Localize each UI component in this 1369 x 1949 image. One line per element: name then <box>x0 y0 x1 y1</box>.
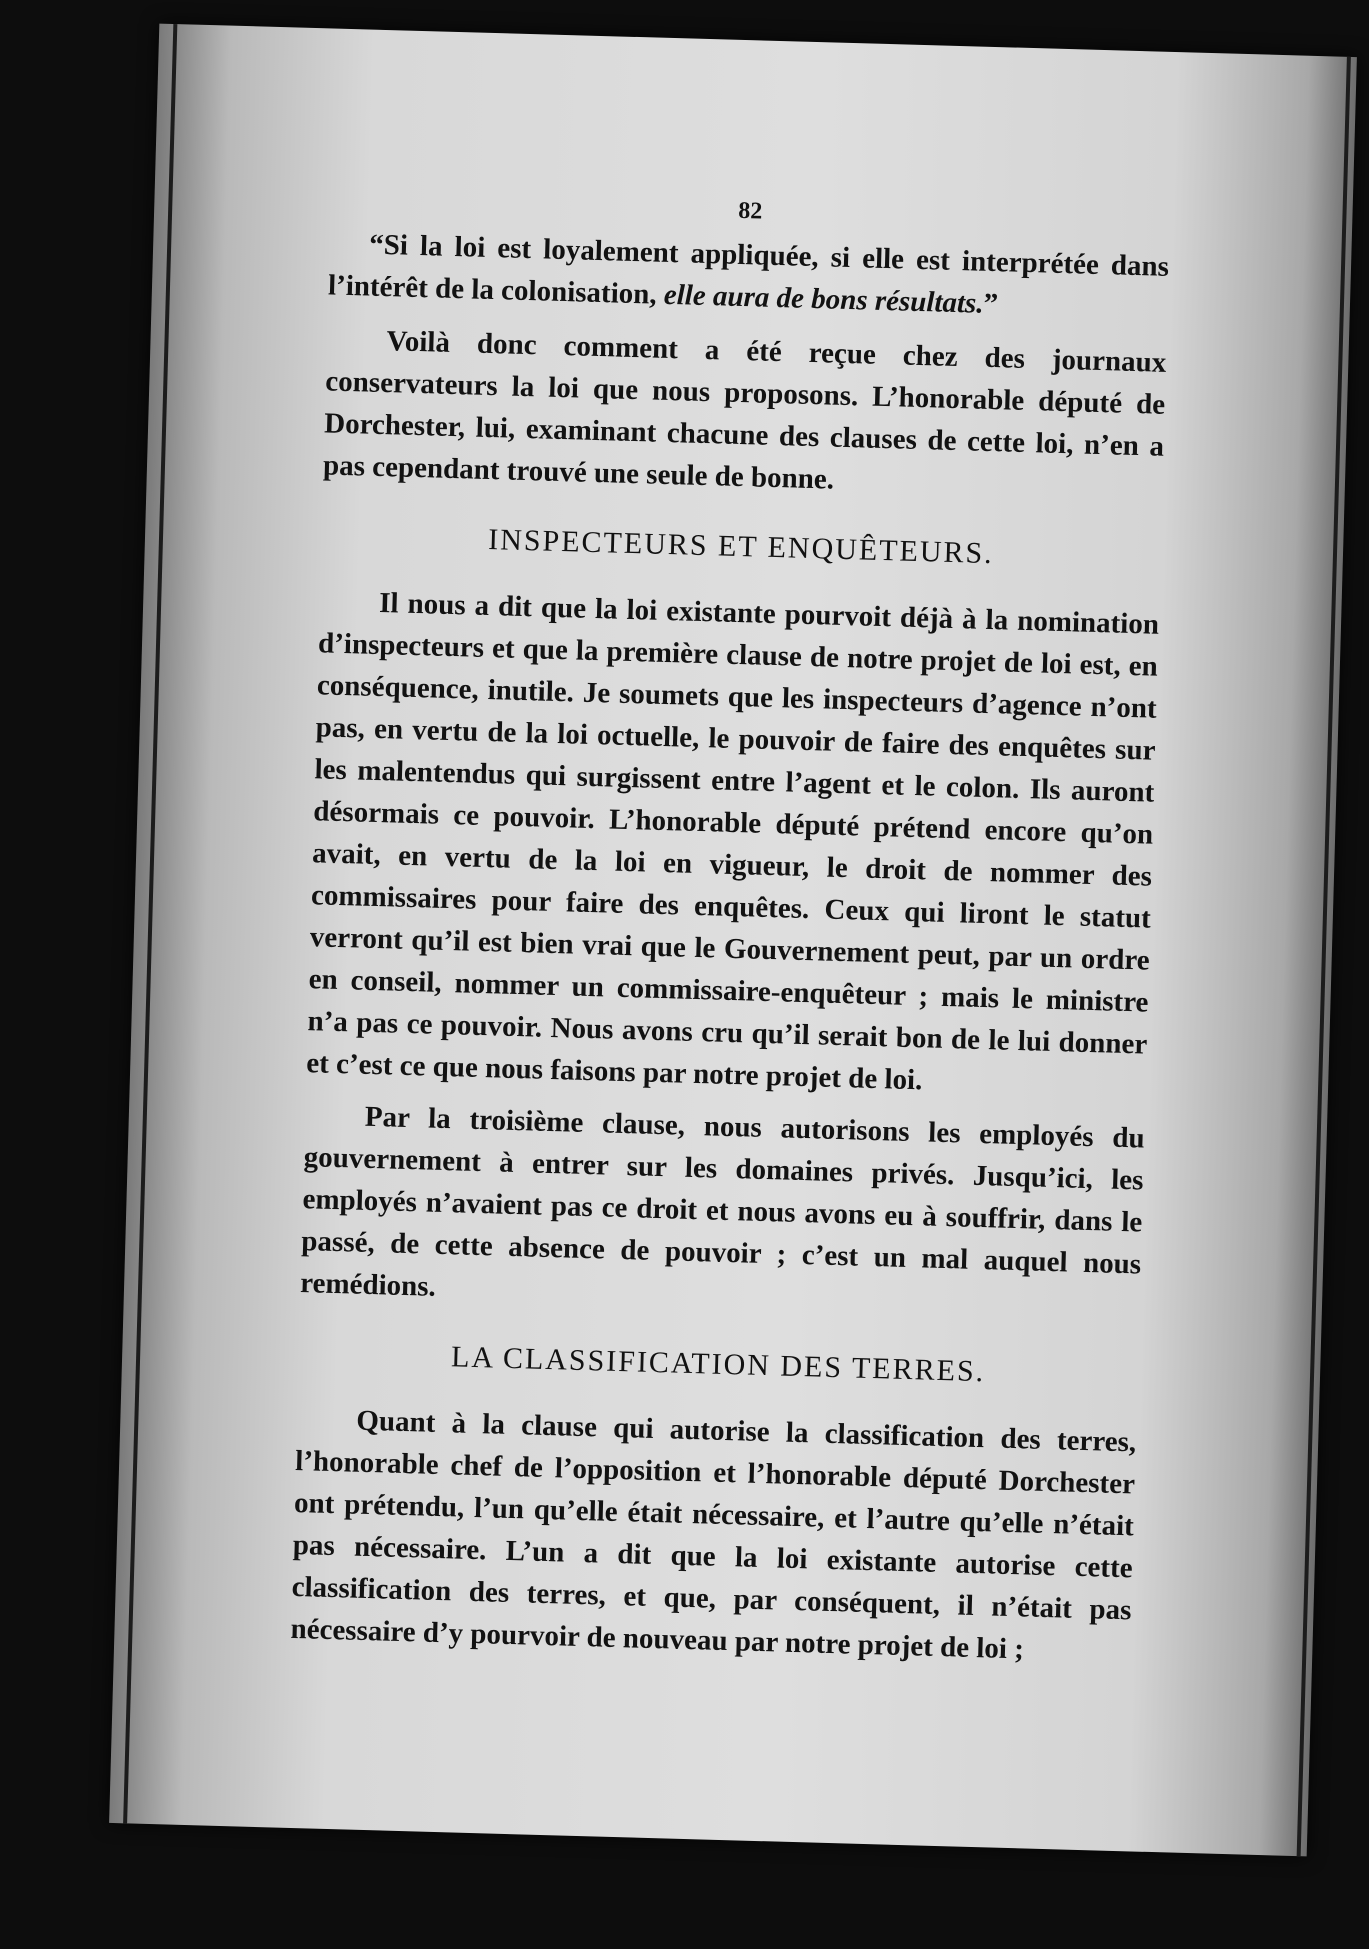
paragraph: Quant à la clause qui autorise la classification des terres, l’honorable chef de l’opposition et l’honorable député Dorchester ont prétendu, l’un qu’elle était nécessaire, et l’autre qu’elle n’était pas nécessaire. L’un a dit que la loi existante autorise cette classification des terres, et que, par conséquent, il n’était pas nécessaire d’y pourvoir de nouveau par notre projet de loi ; <box>290 1404 1137 1666</box>
section-heading-classification: LA CLASSIFICATION DES TERRES. <box>450 1340 986 1389</box>
quote-closing-mark: ” <box>983 287 999 321</box>
page-number: 82 <box>737 197 763 225</box>
page-edge-left <box>123 24 177 1823</box>
section-heading-inspecteurs: INSPECTEURS ET ENQUÊTEURS. <box>487 523 995 571</box>
book-page <box>109 24 1357 1857</box>
page-edge-right <box>1297 57 1351 1856</box>
paragraph-intro: Voilà donc comment a été reçue chez des journaux conservateurs la loi que nous proposons. L’honorable député de Dorchester, lui, examinant chacune des clauses de cette loi, n’en a pas cependant trouvé une seule de bonne. <box>322 325 1167 496</box>
paragraph: Il nous a dit que la loi existante pourvoit déjà à la nomination d’inspecteurs et que la première clause de notre projet de loi est, en conséquence, inutile. Je soumets que les inspecteurs d’agence n’ont pas, en vertu de la loi octuelle, le pouvoir de faire des enquêtes sur les malentendus qui surgissent entre l’agent et le colon. Ils auront désormais ce pouvoir. L’honorable député prétend encore qu’on avait, en vertu de la loi en vigueur, le droit de nommer des commissaires pour faire des enquêtes. Ceux qui liront le statut verront qu’il est bien vrai que le Gouvernement peut, par un ordre en conseil, nommer un commissaire-enquêteur ; mais le ministre n’a pas ce pouvoir. Nous avons cru qu’il serait bon de le lui donner et c’est ce que nous faisons par notre projet de loi. <box>305 586 1160 1097</box>
quote-text: “Si la loi est loyalement appliquée, si elle est interprétée dans l’intérêt de la colonisation, <box>327 228 1170 311</box>
paragraph: Par la troisième clause, nous autorisons les employés du gouvernement à entrer sur les domaines privés. Jusqu’ici, les employés n’avaient pas ce droit et nous avons eu à souffrir, dans le passé, de cette absence de pouvoir ; c’est un mal auquel nous remédions. <box>299 1100 1146 1303</box>
quote-italic-text: elle aura de bons résultats. <box>663 278 985 320</box>
page-content <box>290 178 1171 1683</box>
